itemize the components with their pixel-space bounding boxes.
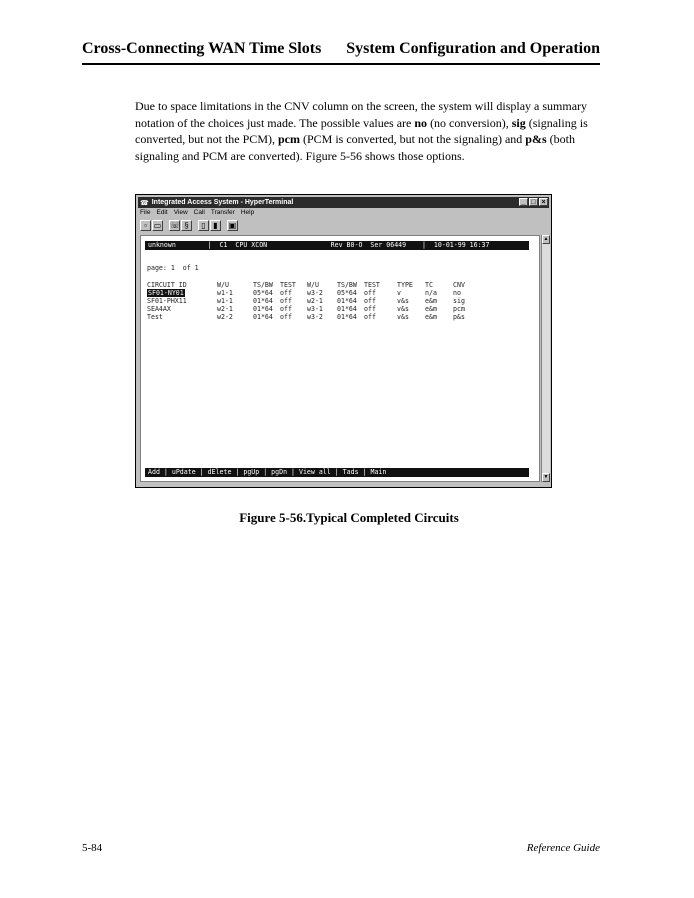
terminal-status-bar: unknown | C1 CPU XCON Rev B0-O Ser 06449 | 10-01-99 16:37: [145, 241, 529, 250]
open-icon[interactable]: ▭: [153, 221, 162, 230]
cmd-pgdn[interactable]: pgDn: [271, 468, 288, 476]
value-no: no: [414, 115, 428, 130]
cell-circuit-id[interactable]: Test: [147, 313, 163, 321]
cell-tsbw-2: 01*64: [337, 313, 357, 321]
cell-test-2: off: [364, 289, 376, 297]
cell-cnv: p&s: [453, 313, 465, 321]
scroll-up-icon[interactable]: ▲: [543, 236, 549, 242]
send-icon[interactable]: ▯: [198, 220, 209, 231]
col-cnv: CNV: [453, 281, 465, 289]
cmd-pgup[interactable]: pgUp: [243, 468, 260, 476]
status-rev: Rev B0-O: [330, 241, 363, 249]
cell-wu-1: w1-1: [217, 289, 233, 297]
menu-edit[interactable]: Edit: [156, 209, 168, 216]
cell-cnv: sig: [453, 297, 465, 305]
toolbar: [140, 220, 238, 232]
cell-type: v&s: [397, 297, 409, 305]
scroll-down-icon[interactable]: ▼: [543, 474, 549, 480]
cell-circuit-id[interactable]: SF01-PHX11: [147, 297, 187, 305]
cell-test-2: off: [364, 313, 376, 321]
cell-tsbw-1: 01*64: [253, 305, 273, 313]
new-icon[interactable]: ▫: [140, 220, 151, 231]
menu-view[interactable]: View: [173, 209, 188, 216]
cell-tsbw-2: 01*64: [337, 297, 357, 305]
menu-help[interactable]: Help: [240, 209, 255, 216]
cell-cnv: pcm: [453, 305, 465, 313]
cell-wu-2: w3-2: [307, 313, 323, 321]
table-row[interactable]: [147, 313, 465, 321]
cell-tsbw-1: 05*64: [253, 289, 273, 297]
cmd-update[interactable]: uPdate: [171, 468, 196, 476]
close-button[interactable]: ×: [539, 198, 548, 206]
terminal-screen[interactable]: [140, 235, 540, 482]
paragraph-text: Due to space limitations in the CNV column on the screen, the system will display a summary notation of the choices just made. The possible values are: [135, 99, 588, 130]
header-chapter-title: System Configuration and Operation: [346, 40, 600, 57]
vertical-scrollbar[interactable]: [541, 235, 550, 482]
window-titlebar[interactable]: [138, 197, 549, 208]
cell-tsbw-2: 01*64: [337, 305, 357, 313]
figure-caption: Figure 5-56.Typical Completed Circuits: [239, 510, 459, 525]
cell-tc: e&m: [425, 305, 437, 313]
cell-tc: e&m: [425, 313, 437, 321]
status-node: unknown: [148, 241, 176, 249]
col-circuit-id: CIRCUIT ID: [147, 281, 187, 289]
status-slot: C1: [219, 241, 228, 249]
cell-type: v&s: [397, 305, 409, 313]
cell-wu-1: w2-2: [217, 313, 233, 321]
menu-file[interactable]: File: [140, 209, 151, 216]
cell-circuit-id[interactable]: SEA4AX: [147, 305, 171, 313]
window-controls: [519, 198, 548, 206]
col-wu-1: W/U: [217, 281, 229, 289]
paragraph-text: (PCM is converted, but not the signaling) and: [299, 132, 526, 147]
cell-cnv: no: [453, 289, 461, 297]
maximize-button[interactable]: □: [529, 198, 538, 206]
header-section-title: Cross-Connecting WAN Time Slots: [82, 40, 322, 57]
col-type: TYPE: [397, 281, 413, 289]
cmd-main[interactable]: Main: [370, 468, 387, 476]
minimize-button[interactable]: _: [519, 198, 528, 206]
menu-call[interactable]: Call: [193, 209, 205, 216]
receive-icon[interactable]: ▮: [210, 220, 221, 231]
cmd-view-all[interactable]: View all: [298, 468, 331, 476]
paragraph-text: (both signaling and PCM are converted). Figure 5-56 shows those options.: [135, 132, 575, 163]
phone-icon[interactable]: ☏: [170, 221, 181, 230]
cell-wu-2: w3-2: [307, 289, 323, 297]
cell-type: v&s: [397, 313, 409, 321]
cell-test-1: off: [280, 313, 292, 321]
disconnect-icon[interactable]: §: [181, 220, 192, 231]
cmd-delete[interactable]: dElete: [207, 468, 232, 476]
page-header: [82, 40, 600, 65]
cell-wu-1: w2-1: [217, 305, 233, 313]
cell-test-1: off: [280, 289, 292, 297]
paragraph-text: (no conversion),: [427, 115, 512, 130]
value-sig: sig: [511, 115, 526, 130]
col-wu-2: W/U: [307, 281, 319, 289]
page-number: 5-84: [82, 842, 103, 854]
table-row[interactable]: [147, 297, 465, 305]
cell-tc: n/a: [425, 289, 437, 297]
table-row[interactable]: [147, 305, 465, 313]
col-tc: TC: [425, 281, 433, 289]
paragraph-text: (signaling is converted, but not the PCM),: [135, 115, 588, 147]
cell-tsbw-1: 01*64: [253, 313, 273, 321]
value-pcm: pcm: [277, 132, 300, 147]
page-footer: [82, 842, 600, 854]
cell-test-2: off: [364, 297, 376, 305]
col-tsbw-1: TS/BW: [253, 281, 273, 289]
body-paragraph: [135, 98, 605, 164]
command-bar: Add | uPdate | dElete | pgUp | pgDn | View all | Tads | Main: [145, 468, 529, 477]
document-name: Reference Guide: [526, 842, 600, 854]
col-test-1: TEST: [280, 281, 296, 289]
hyperterminal-window: [135, 194, 552, 488]
cell-wu-2: w3-1: [307, 305, 323, 313]
cmd-tads[interactable]: Tads: [342, 468, 359, 476]
menu-bar: [140, 209, 254, 218]
properties-icon[interactable]: ▣: [228, 221, 237, 230]
cmd-add[interactable]: Add: [148, 468, 160, 476]
status-ser: Ser 06449: [370, 241, 407, 249]
cell-tc: e&m: [425, 297, 437, 305]
status-datetime: 10-01-99 16:37: [433, 241, 490, 249]
cell-test-1: off: [280, 297, 292, 305]
cell-circuit-id[interactable]: SF01-NY01: [148, 289, 184, 297]
column-header-row: [147, 281, 465, 289]
cell-test-2: off: [364, 305, 376, 313]
cell-type: v: [397, 289, 401, 297]
cell-test-1: off: [280, 305, 292, 313]
cell-wu-2: w2-1: [307, 297, 323, 305]
cell-wu-1: w1-1: [217, 297, 233, 305]
value-p-and-s: p&s: [525, 132, 547, 147]
cell-tsbw-1: 01*64: [253, 297, 273, 305]
col-tsbw-2: TS/BW: [337, 281, 357, 289]
table-row[interactable]: [147, 289, 461, 297]
window-title: Integrated Access System - HyperTerminal: [151, 199, 294, 206]
cell-tsbw-2: 05*64: [337, 289, 357, 297]
menu-transfer[interactable]: Transfer: [210, 209, 235, 216]
col-test-2: TEST: [364, 281, 380, 289]
status-card: CPU XCON: [235, 241, 268, 249]
app-icon: ☎: [140, 199, 149, 207]
page-indicator: page: 1 of 1: [147, 264, 199, 272]
